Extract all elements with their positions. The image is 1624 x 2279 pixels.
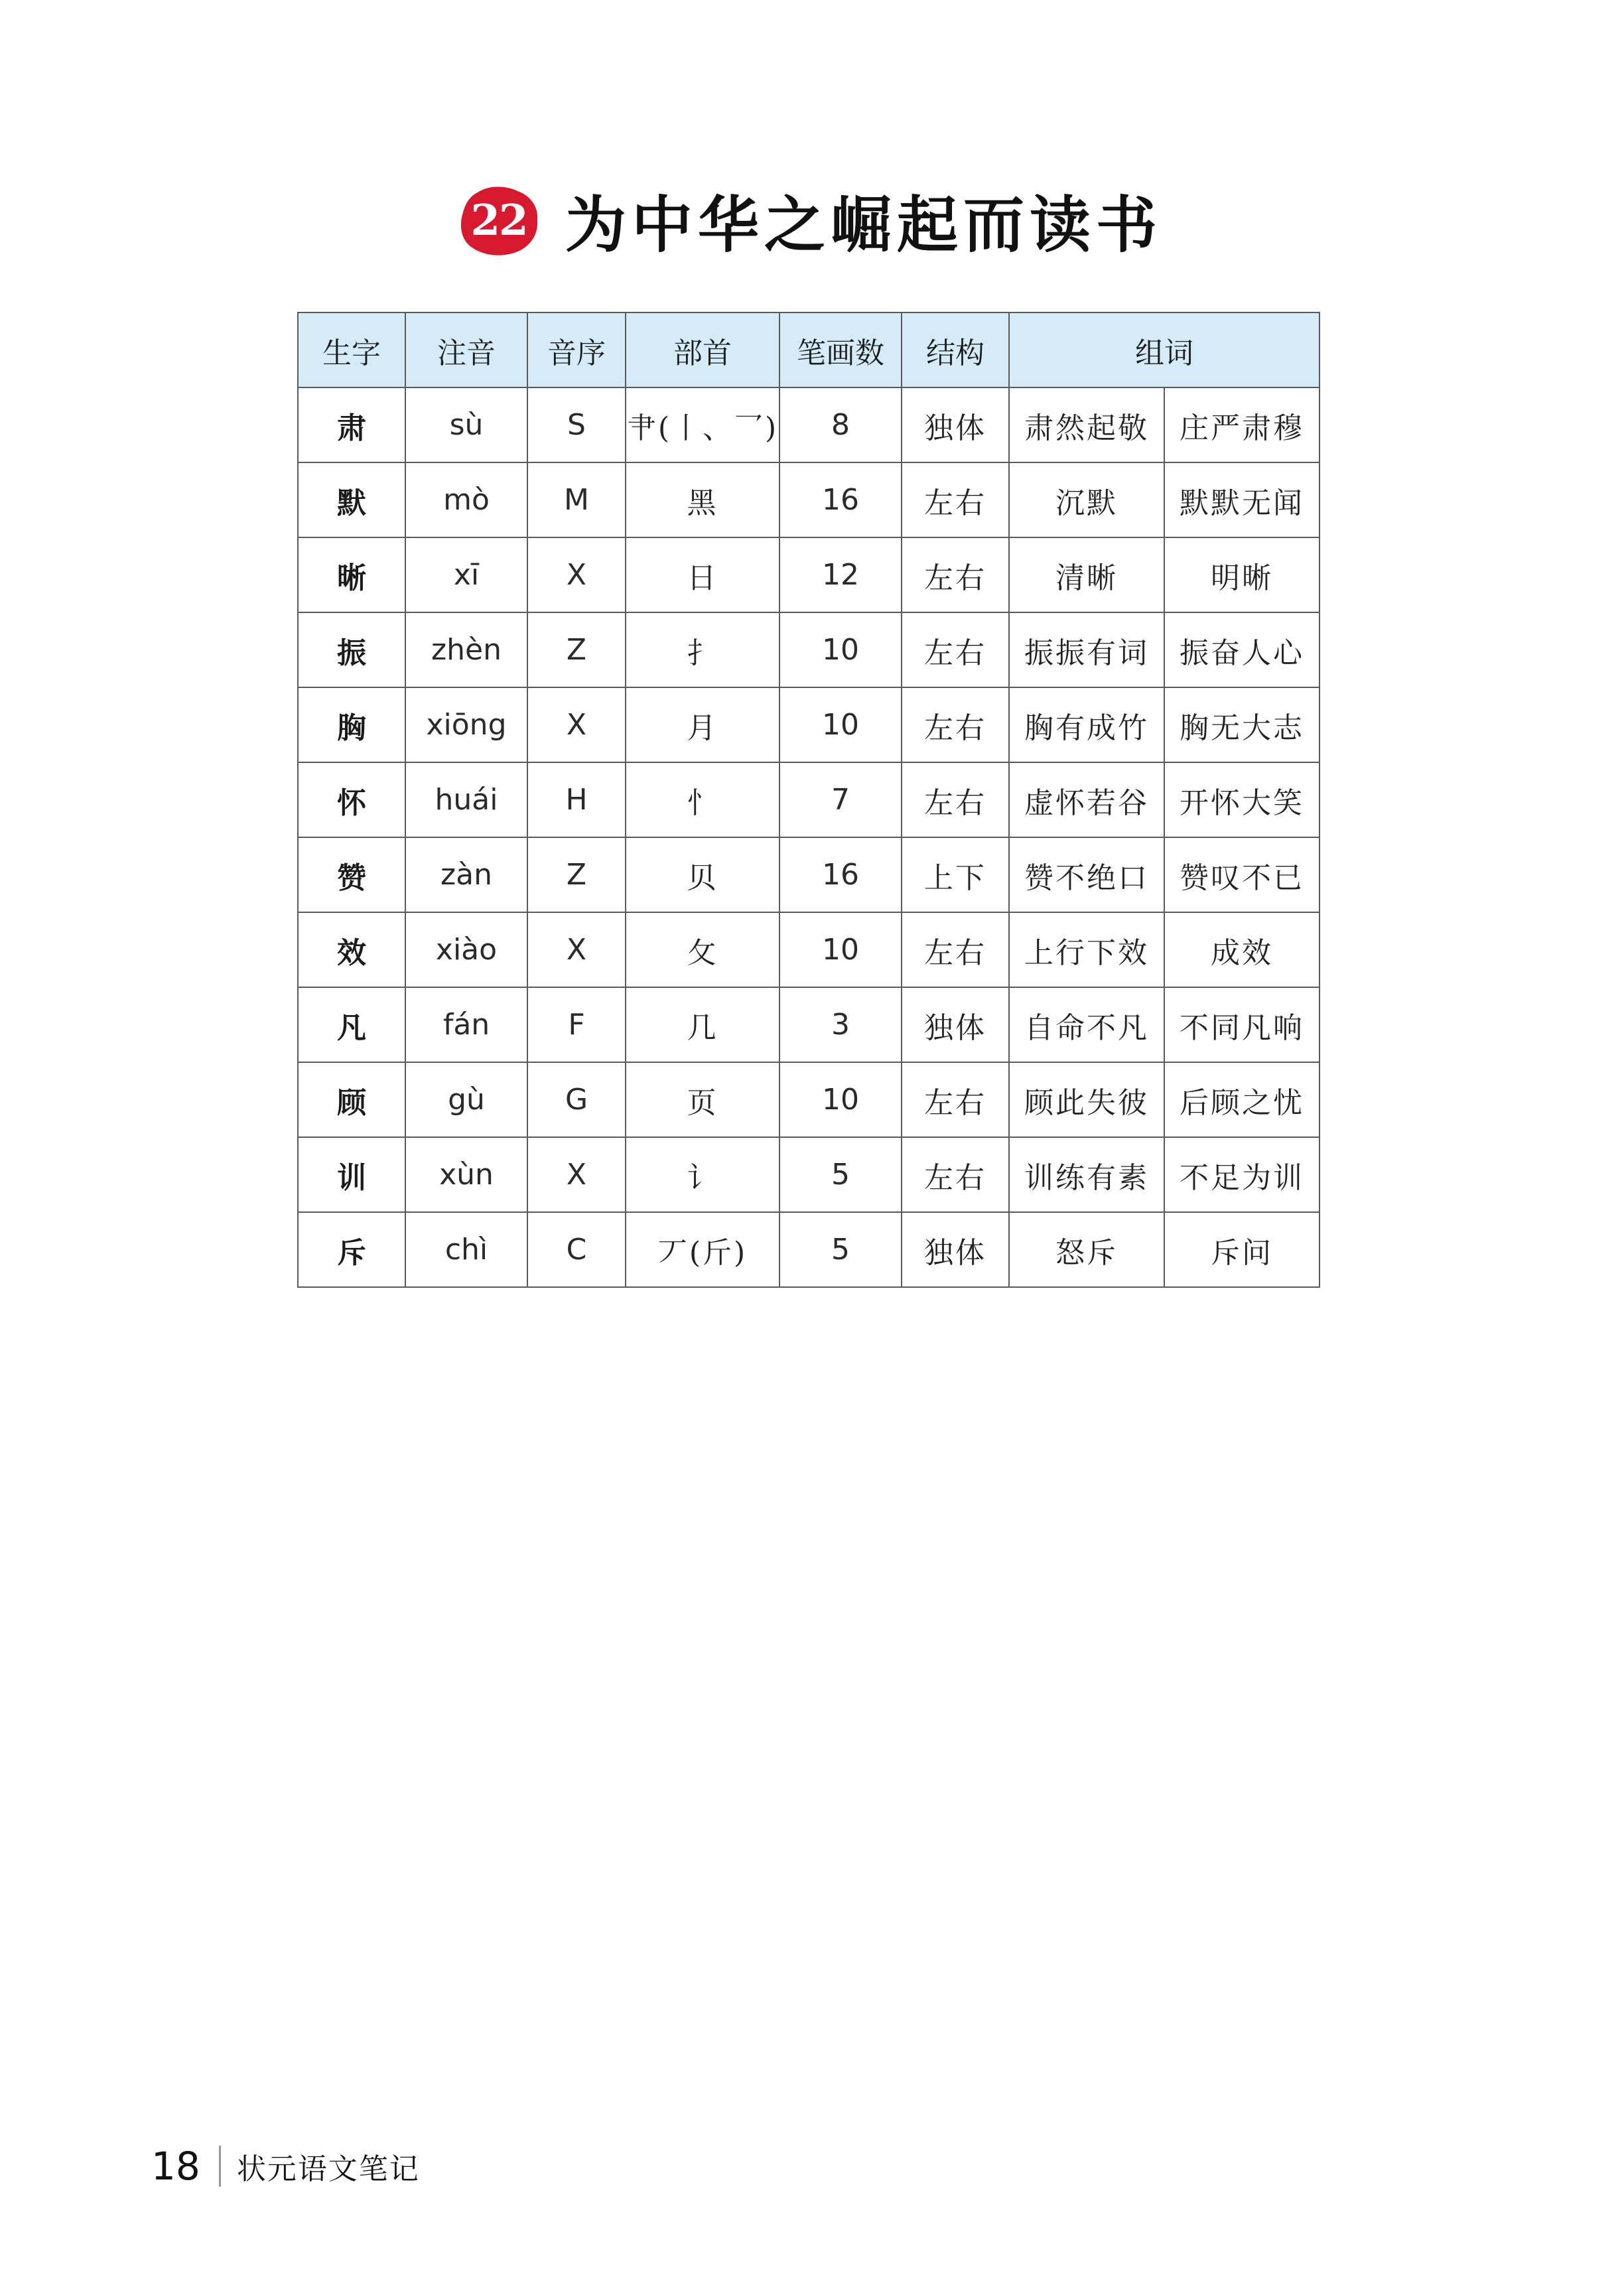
word-cell: 赞叹不已 <box>1164 837 1320 912</box>
radical-cell: 几 <box>626 987 779 1062</box>
radical-cell: 肀(丨、乛) <box>626 387 779 462</box>
char-cell: 振 <box>298 612 405 687</box>
structure-cell: 左右 <box>902 687 1009 762</box>
column-header-structure: 结构 <box>902 312 1009 387</box>
char-cell: 默 <box>298 462 405 537</box>
table-row <box>298 1137 1320 1212</box>
structure-cell: 左右 <box>902 612 1009 687</box>
word-cell: 振奋人心 <box>1164 612 1320 687</box>
strokes-cell: 8 <box>779 387 902 462</box>
pinyin-cell: xùn <box>405 1137 527 1212</box>
table-header-row <box>298 312 1320 387</box>
table-row <box>298 837 1320 912</box>
column-header-pinyin: 注音 <box>405 312 527 387</box>
structure-cell: 左右 <box>902 462 1009 537</box>
table-row <box>298 1212 1320 1287</box>
word-cell: 训练有素 <box>1009 1137 1164 1212</box>
pinyin-cell: xiào <box>405 912 527 987</box>
pinyin-cell: xī <box>405 537 527 612</box>
table-row <box>298 462 1320 537</box>
word-cell: 肃然起敬 <box>1009 387 1164 462</box>
char-cell: 赞 <box>298 837 405 912</box>
char-cell: 效 <box>298 912 405 987</box>
table-row <box>298 912 1320 987</box>
column-header-order: 音序 <box>527 312 626 387</box>
pinyin-cell: xiōng <box>405 687 527 762</box>
word-cell: 上行下效 <box>1009 912 1164 987</box>
order-cell: F <box>527 987 626 1062</box>
page-number: 18 <box>151 2144 200 2189</box>
structure-cell: 独体 <box>902 387 1009 462</box>
word-cell: 不同凡响 <box>1164 987 1320 1062</box>
word-cell: 虚怀若谷 <box>1009 762 1164 837</box>
radical-cell: 月 <box>626 687 779 762</box>
structure-cell: 独体 <box>902 1212 1009 1287</box>
lesson-heading <box>458 174 1162 267</box>
structure-cell: 独体 <box>902 987 1009 1062</box>
order-cell: X <box>527 687 626 762</box>
radical-cell: 丆(斤) <box>626 1212 779 1287</box>
strokes-cell: 10 <box>779 612 902 687</box>
word-cell: 明晰 <box>1164 537 1320 612</box>
column-header-words: 组词 <box>1009 312 1320 387</box>
structure-cell: 左右 <box>902 1137 1009 1212</box>
character-table <box>297 312 1320 1288</box>
table-row <box>298 762 1320 837</box>
word-cell: 振振有词 <box>1009 612 1164 687</box>
word-cell: 沉默 <box>1009 462 1164 537</box>
word-cell: 自命不凡 <box>1009 987 1164 1062</box>
char-cell: 胸 <box>298 687 405 762</box>
order-cell: X <box>527 912 626 987</box>
pinyin-cell: fán <box>405 987 527 1062</box>
lesson-number: 22 <box>470 195 527 245</box>
pinyin-cell: chì <box>405 1212 527 1287</box>
radical-cell: 攵 <box>626 912 779 987</box>
lesson-title: 为中华之崛起而读书 <box>565 189 1163 261</box>
strokes-cell: 10 <box>779 912 902 987</box>
word-cell: 胸无大志 <box>1164 687 1320 762</box>
table-row <box>298 612 1320 687</box>
word-cell: 开怀大笑 <box>1164 762 1320 837</box>
strokes-cell: 10 <box>779 1062 902 1137</box>
radical-cell: 贝 <box>626 837 779 912</box>
radical-cell: 扌 <box>626 612 779 687</box>
strokes-cell: 16 <box>779 462 902 537</box>
table-row <box>298 1062 1320 1137</box>
radical-cell: 忄 <box>626 762 779 837</box>
word-cell: 胸有成竹 <box>1009 687 1164 762</box>
table-row <box>298 987 1320 1062</box>
structure-cell: 左右 <box>902 912 1009 987</box>
word-cell: 后顾之忧 <box>1164 1062 1320 1137</box>
radical-cell: 黑 <box>626 462 779 537</box>
char-cell: 晰 <box>298 537 405 612</box>
order-cell: S <box>527 387 626 462</box>
pinyin-cell: huái <box>405 762 527 837</box>
table-body <box>298 387 1320 1287</box>
radical-cell: 页 <box>626 1062 779 1137</box>
table-row <box>298 537 1320 612</box>
pinyin-cell: sù <box>405 387 527 462</box>
structure-cell: 左右 <box>902 762 1009 837</box>
char-cell: 顾 <box>298 1062 405 1137</box>
order-cell: X <box>527 1137 626 1212</box>
strokes-cell: 16 <box>779 837 902 912</box>
pinyin-cell: zàn <box>405 837 527 912</box>
structure-cell: 左右 <box>902 537 1009 612</box>
lesson-number-badge <box>458 183 540 257</box>
order-cell: M <box>527 462 626 537</box>
word-cell: 不足为训 <box>1164 1137 1320 1212</box>
page-footer <box>151 2140 420 2193</box>
table-row <box>298 387 1320 462</box>
char-cell: 肃 <box>298 387 405 462</box>
pinyin-cell: mò <box>405 462 527 537</box>
structure-cell: 上下 <box>902 837 1009 912</box>
word-cell: 怒斥 <box>1009 1212 1164 1287</box>
strokes-cell: 5 <box>779 1212 902 1287</box>
char-cell: 训 <box>298 1137 405 1212</box>
word-cell: 斥问 <box>1164 1212 1320 1287</box>
pinyin-cell: zhèn <box>405 612 527 687</box>
word-cell: 赞不绝口 <box>1009 837 1164 912</box>
pinyin-cell: gù <box>405 1062 527 1137</box>
radical-cell: 讠 <box>626 1137 779 1212</box>
strokes-cell: 12 <box>779 537 902 612</box>
strokes-cell: 5 <box>779 1137 902 1212</box>
word-cell: 成效 <box>1164 912 1320 987</box>
word-cell: 清晰 <box>1009 537 1164 612</box>
order-cell: Z <box>527 612 626 687</box>
char-cell: 怀 <box>298 762 405 837</box>
column-header-char: 生字 <box>298 312 405 387</box>
structure-cell: 左右 <box>902 1062 1009 1137</box>
strokes-cell: 3 <box>779 987 902 1062</box>
order-cell: X <box>527 537 626 612</box>
order-cell: G <box>527 1062 626 1137</box>
strokes-cell: 10 <box>779 687 902 762</box>
table-row <box>298 687 1320 762</box>
book-title: 状元语文笔记 <box>236 2152 420 2186</box>
footer-divider <box>219 2146 221 2187</box>
order-cell: C <box>527 1212 626 1287</box>
strokes-cell: 7 <box>779 762 902 837</box>
word-cell: 庄严肃穆 <box>1164 387 1320 462</box>
word-cell: 顾此失彼 <box>1009 1062 1164 1137</box>
radical-cell: 日 <box>626 537 779 612</box>
char-cell: 斥 <box>298 1212 405 1287</box>
order-cell: H <box>527 762 626 837</box>
column-header-strokes: 笔画数 <box>779 312 902 387</box>
char-cell: 凡 <box>298 987 405 1062</box>
order-cell: Z <box>527 837 626 912</box>
word-cell: 默默无闻 <box>1164 462 1320 537</box>
column-header-radical: 部首 <box>626 312 779 387</box>
